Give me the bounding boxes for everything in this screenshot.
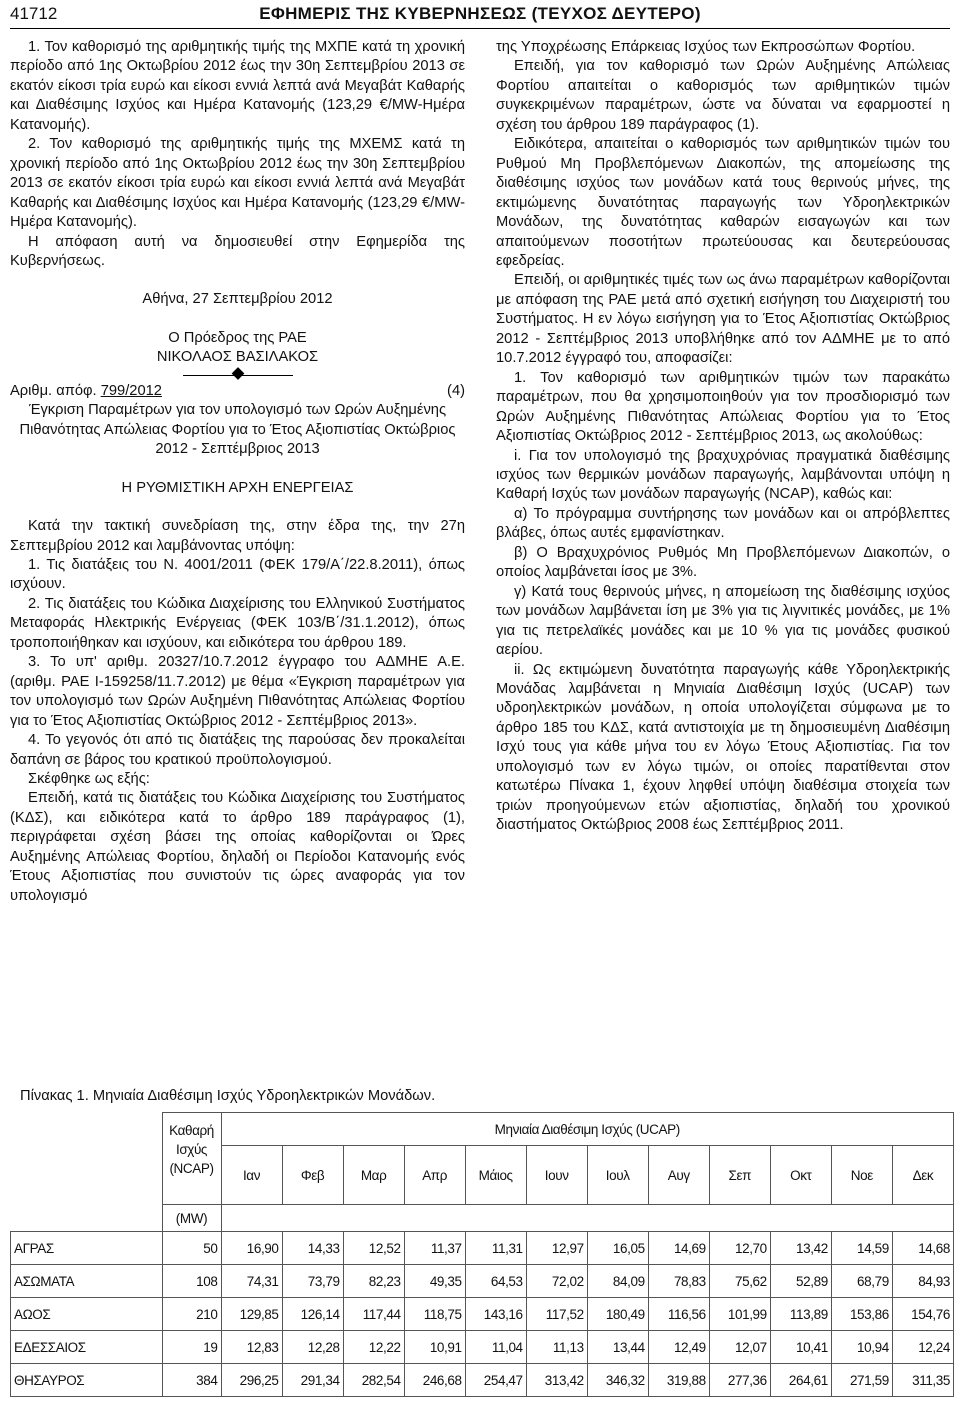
reference-prefix: Αριθμ. απόφ. <box>10 382 101 399</box>
decision-reference <box>10 382 465 401</box>
month-header: Οκτ <box>770 1146 831 1205</box>
ucap-cell: 14,69 <box>648 1232 709 1265</box>
ucap-cell: 10,91 <box>404 1331 465 1364</box>
table-row <box>11 1331 954 1364</box>
ucap-cell: 11,04 <box>465 1331 526 1364</box>
page-header <box>10 4 950 29</box>
ucap-cell: 117,52 <box>526 1298 587 1331</box>
ucap-cell: 14,68 <box>892 1232 953 1265</box>
ucap-cell: 12,52 <box>343 1232 404 1265</box>
ncap-cell: 384 <box>162 1364 221 1397</box>
ucap-cell: 11,31 <box>465 1232 526 1265</box>
paragraph: 4. Το γεγονός ότι από τις διατάξεις της παρούσας δεν προκαλείται δαπάνη σε βάρος του κρατικού προϋπολογισμού. <box>10 732 465 768</box>
ucap-cell: 101,99 <box>709 1298 770 1331</box>
ucap-cell: 84,09 <box>587 1265 648 1298</box>
ucap-cell: 84,93 <box>892 1265 953 1298</box>
paragraph: β) Ο Βραχυχρόνιος Ρυθμός Μη Προβλεπόμενων Διακοπών, ο οποίος λαμβάνεται ίσος με 3%. <box>496 544 950 581</box>
month-header: Ιουλ <box>587 1146 648 1205</box>
paragraph: Κατά την τακτική συνεδρίαση της, στην έδρα της, την 27η Σεπτεμβρίου 2012 και λαμβάνοντας υπόψη: <box>10 518 465 554</box>
ucap-cell: 12,07 <box>709 1331 770 1364</box>
ucap-cell: 72,02 <box>526 1265 587 1298</box>
hydro-capacity-table <box>10 1112 954 1397</box>
ucap-cell: 143,16 <box>465 1298 526 1331</box>
capacity-unit: (MW) <box>162 1205 221 1232</box>
month-header: Φεβ <box>282 1146 343 1205</box>
table-header-row <box>11 1113 954 1146</box>
ucap-cell: 254,47 <box>465 1364 526 1397</box>
left-column <box>10 38 465 906</box>
ncap-cell: 210 <box>162 1298 221 1331</box>
ucap-cell: 13,44 <box>587 1331 648 1364</box>
ucap-cell: 75,62 <box>709 1265 770 1298</box>
ucap-cell: 319,88 <box>648 1364 709 1397</box>
ucap-cell: 12,28 <box>282 1331 343 1364</box>
ucap-cell: 14,33 <box>282 1232 343 1265</box>
signer-name: ΝΙΚΟΛΑΟΣ ΒΑΣΙΛΑΚΟΣ <box>156 349 319 366</box>
paragraph: 2. Τον καθορισμό της αριθμητικής τιμής της ΜΧΕΜΣ κατά τη χρονική περίοδο από 1ης Οκτωβρίου 2012 έως την 30η Σεπτεμβρίου 2013 σε εκατόν είκοσι τρία ευρώ και είκοσι εννιά λεπτά ανά Μεγαβάτ Καθαρής και Διαθέσιμης Ισχύος και Ημέρα Κατανομής (123,29 €/MW-Ημέρα Κατανομής). <box>10 136 465 231</box>
ucap-cell: 126,14 <box>282 1298 343 1331</box>
ucap-cell: 14,59 <box>831 1232 892 1265</box>
gazette-title: ΕΦΗΜΕΡΙΣ ΤΗΣ ΚΥΒΕΡΝΗΣΕΩΣ (ΤΕΥΧΟΣ ΔΕΥΤΕΡΟ) <box>259 4 701 23</box>
ucap-cell: 78,83 <box>648 1265 709 1298</box>
paragraph: 2. Τις διατάξεις του Κώδικα Διαχείρισης του Ελληνικού Συστήματος Μεταφοράς Ηλεκτρικής Ενέργειας (ΦΕΚ 103/Β΄/31.1.2012), όπως τροποποιήθηκαν και ισχύουν, και ειδικότερα του άρθρου 189. <box>10 595 465 651</box>
month-header: Νοε <box>831 1146 892 1205</box>
ucap-cell: 271,59 <box>831 1364 892 1397</box>
paragraph: 1. Τον καθορισμό των αριθμητικών τιμών των παρακάτω παραμέτρων, που θα χρησιμοποιηθούν για τον προσδιορισμό των Ωρών Αυξημένης Πιθανότητας Απώλειας Φορτίου για το Έτος Αξιοπιστίας Οκτώβριος 2012 - Σεπτέμβριος 2013, ως ακολούθως: <box>496 369 950 445</box>
ucap-cell: 11,13 <box>526 1331 587 1364</box>
ucap-cell: 246,68 <box>404 1364 465 1397</box>
paragraph: 1. Τον καθορισμό της αριθμητικής τιμής της ΜΧΠΕ κατά τη χρονική περίοδο από 1ης Οκτωβρίου 2012 έως την 30η Σεπτεμβρίου 2013 σε εκατόν είκοσι τρία ευρώ και είκοσι εννιά λεπτά ανά Μεγαβάτ Καθαρής και Διαθέσιμης Ισχύος και Ημέρα Κατανομής (123,29 €/MW-Ημέρα Κατανομής). <box>10 39 465 133</box>
signer-title: Ο Πρόεδρος της ΡΑΕ <box>168 329 307 346</box>
ucap-cell: 11,37 <box>404 1232 465 1265</box>
paragraph: Σκέφθηκε ως εξής: <box>28 770 150 787</box>
ucap-cell: 12,49 <box>648 1331 709 1364</box>
ncap-cell: 19 <box>162 1331 221 1364</box>
paragraph: ii. Ως εκτιμώμενη δυνατότητα παραγωγής κάθε Υδροηλεκτρικής Μονάδας λαμβάνεται η Μηνιαία Διαθέσιμη Ισχύς (UCAP) των υδροηλεκτρικών μονάδων, η οποία υπολογίζεται σύμφωνα με το άρθρο 185 του ΚΔΣ, κατά αντιστοιχία με τη δημοσιευμένη Διαθέσιμη Ισχύ τους για κάθε μήνα του εν λόγω Έτους Αξιοπιστίας. Για τον υπολογισμό των εν λόγω τιμών, οι οποίες παρατίθενται στον κατωτέρω Πίνακα 1, έχουν ληφθεί υπόψη διαθέσιμα στοιχεία των τριών προηγούμενων ετών αξιοπιστίας, δηλαδή του χρονικού διαστήματος Οκτώβριος 2008 έως Σεπτέμβριος 2011. <box>496 661 950 834</box>
ncap-cell: 50 <box>162 1232 221 1265</box>
paragraph: i. Για τον υπολογισμό της βραχυχρόνιας πραγματικά διαθέσιμης ισχύος των θερμικών μονάδων παραγωγής, λαμβάνονται υπόψη η Καθαρή Ισχύς των μονάδων παραγωγής (NCAP), καθώς και: <box>496 447 950 503</box>
month-header: Ιουν <box>526 1146 587 1205</box>
ucap-cell: 296,25 <box>221 1364 282 1397</box>
month-header: Απρ <box>404 1146 465 1205</box>
ucap-cell: 346,32 <box>587 1364 648 1397</box>
capacity-header: Καθαρή Ισχύς (NCAP) <box>162 1113 221 1205</box>
ucap-cell: 282,54 <box>343 1364 404 1397</box>
ucap-cell: 82,23 <box>343 1265 404 1298</box>
place-date: Αθήνα, 27 Σεπτεμβρίου 2012 <box>142 291 333 308</box>
ucap-cell: 311,35 <box>892 1364 953 1397</box>
ucap-cell: 10,41 <box>770 1331 831 1364</box>
station-name: ΑΩΟΣ <box>11 1298 163 1331</box>
ucap-cell: 49,35 <box>404 1265 465 1298</box>
ucap-cell: 113,89 <box>770 1298 831 1331</box>
ucap-cell: 291,34 <box>282 1364 343 1397</box>
month-header: Μαρ <box>343 1146 404 1205</box>
diamond-icon <box>231 367 244 380</box>
table-row <box>11 1364 954 1397</box>
ucap-cell: 68,79 <box>831 1265 892 1298</box>
ucap-cell: 64,53 <box>465 1265 526 1298</box>
ucap-cell: 10,94 <box>831 1331 892 1364</box>
ucap-cell: 12,97 <box>526 1232 587 1265</box>
ucap-cell: 73,79 <box>282 1265 343 1298</box>
station-name: ΑΣΩΜΑΤΑ <box>11 1265 163 1298</box>
month-header: Δεκ <box>892 1146 953 1205</box>
ucap-cell: 117,44 <box>343 1298 404 1331</box>
ucap-cell: 264,61 <box>770 1364 831 1397</box>
table-row <box>11 1265 954 1298</box>
ucap-cell: 129,85 <box>221 1298 282 1331</box>
ucap-cell: 277,36 <box>709 1364 770 1397</box>
ucap-cell: 154,76 <box>892 1298 953 1331</box>
ucap-cell: 12,24 <box>892 1331 953 1364</box>
right-column <box>496 38 950 836</box>
ucap-cell: 180,49 <box>587 1298 648 1331</box>
ucap-cell: 52,89 <box>770 1265 831 1298</box>
paragraph: της Υποχρέωσης Επάρκειας Ισχύος των Εκπροσώπων Φορτίου. <box>496 39 916 55</box>
paragraph: Η απόφαση αυτή να δημοσιευθεί στην Εφημερίδα της Κυβερνήσεως. <box>10 233 465 269</box>
paragraph: Επειδή, κατά τις διατάξεις του Κώδικα Διαχείρισης του Συστήματος (ΚΔΣ), και ειδικότερα κατά το άρθρο 189 παράγραφος (1), περιγράφεται σχέση βάσει της οποίας καθορίζονται οι Ώρες Αυξημένης Απώλειας Φορτίου, δηλαδή οι Περίοδοι Κατανομής ενός Έτους Αξιοπιστίας που συνιστούν τις ώρες αναφοράς για τον υπολογισμό <box>10 790 465 904</box>
month-header: Σεπ <box>709 1146 770 1205</box>
ucap-cell: 74,31 <box>221 1265 282 1298</box>
reference-number: 799/2012 <box>100 382 162 399</box>
paragraph: Επειδή, για τον καθορισμό των Ωρών Αυξημένης Απώλειας Φορτίου απαιτείται ο καθορισμός των αριθμητικών τιμών συγκεκριμένων παραμέτρων, ώστε να δύναται να εφαρμοστεί η σχέση του άρθρου 189 παράγραφος (1). <box>496 58 950 133</box>
ucap-cell: 118,75 <box>404 1298 465 1331</box>
ucap-cell: 16,05 <box>587 1232 648 1265</box>
month-header: Μάιος <box>465 1146 526 1205</box>
paragraph: Επειδή, οι αριθμητικές τιμές των ως άνω παραμέτρων καθορίζονται με απόφαση της ΡΑΕ μετά από σχετική εισήγηση του Διαχειριστή του Συστήματος. Η εν λόγω εισήγηση για το Έτος Αξιοπιστίας Οκτώβριος 2012 - Σεπτέμβριος 2013 υποβλήθηκε από τον ΑΔΜΗΕ με το από 10.7.2012 έγγραφό του, αποφασίζει: <box>496 272 950 367</box>
month-header: Ιαν <box>221 1146 282 1205</box>
station-name: ΘΗΣΑΥΡΟΣ <box>11 1364 163 1397</box>
paragraph: α) Το πρόγραμμα συντήρησης των μονάδων και οι απρόβλεπτες βλάβες, όπως αυτές εμφανίστηκαν. <box>496 505 950 542</box>
ucap-cell: 12,83 <box>221 1331 282 1364</box>
authority-heading: Η ΡΥΘΜΙΣΤΙΚΗ ΑΡΧΗ ΕΝΕΡΓΕΙΑΣ <box>121 479 354 496</box>
monthly-header: Μηνιαία Διαθέσιμη Ισχύς (UCAP) <box>221 1113 954 1146</box>
ucap-cell: 313,42 <box>526 1364 587 1397</box>
month-header: Αυγ <box>648 1146 709 1205</box>
table-row <box>11 1232 954 1265</box>
separator-rule <box>183 368 293 382</box>
ucap-cell: 116,56 <box>648 1298 709 1331</box>
ucap-cell: 12,22 <box>343 1331 404 1364</box>
page-number: 41712 <box>10 4 58 23</box>
paragraph: Ειδικότερα, απαιτείται ο καθορισμός των αριθμητικών τιμών του Ρυθμού Μη Προβλεπόμενων Διακοπών, της απομείωσης της διαθέσιμης ισχύος των μονάδων κατά τους θερινούς μήνες, της εκτιμώμενης δυνατότητας παραγωγής των Υδροηλεκτρικών Μονάδων, της δυνατότητας καθαρών εισαγωγών και των απαιτούμενων ποσοτήτων πρωτεύουσας και δευτερεύουσας εφεδρείας. <box>496 136 950 269</box>
station-name: ΑΓΡΑΣ <box>11 1232 163 1265</box>
ucap-cell: 12,70 <box>709 1232 770 1265</box>
paragraph: 3. Το υπ' αριθμ. 20327/10.7.2012 έγγραφο του ΑΔΜΗΕ Α.Ε. (αριθμ. ΡΑΕ Ι-159258/11.7.2012) με θέμα «Έγκριση παραμέτρων για τον υπολογισμό των Ωρών Αυξημένη Πιθανότητας Απώλειας Φορτίου για το Έτος Αξιοπιστίας Οκτώβριος 2012 - Σεπτέμβριος 2013». <box>10 654 465 729</box>
table-body <box>11 1232 954 1397</box>
ucap-cell: 13,42 <box>770 1232 831 1265</box>
station-name: ΕΔΕΣΣΑΙΟΣ <box>11 1331 163 1364</box>
table-title: Πίνακας 1. Μηνιαία Διαθέσιμη Ισχύς Υδροηλεκτρικών Μονάδων. <box>20 1088 436 1104</box>
decision-title: Έγκριση Παραμέτρων για τον υπολογισμό των Ωρών Αυξημένης Πιθανότητας Απώλειας Φορτίου για το Έτος Αξιοπιστίας Οκτώβριος 2012 - Σεπτέμβριος 2013 <box>19 402 456 458</box>
ncap-cell: 108 <box>162 1265 221 1298</box>
paragraph: γ) Κατά τους θερινούς μήνες, η απομείωση της διαθέσιμης ισχύος των μονάδων λαμβάνεται ίση με 3% για τις λιγνιτικές μονάδες, με 1% για τις πετρελαϊκές μονάδες και με 10 % για τις μονάδες φυσικού αερίου. <box>496 583 950 659</box>
table-row <box>11 1298 954 1331</box>
ucap-cell: 16,90 <box>221 1232 282 1265</box>
paragraph: 1. Τις διατάξεις του Ν. 4001/2011 (ΦΕΚ 179/Α΄/22.8.2011), όπως ισχύουν. <box>10 556 465 593</box>
ucap-cell: 153,86 <box>831 1298 892 1331</box>
reference-sequence: (4) <box>447 382 465 399</box>
